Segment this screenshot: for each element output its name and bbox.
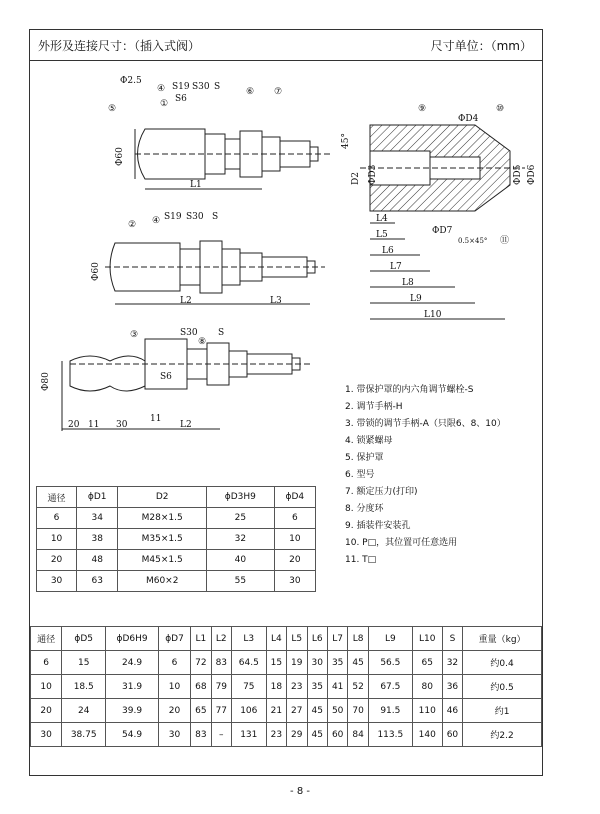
- label-l10: L10: [424, 310, 442, 320]
- table-cell: 30: [274, 571, 315, 592]
- table-cell: 20: [274, 550, 315, 571]
- table-cell: 10: [158, 675, 190, 699]
- label-l9: L9: [410, 294, 422, 304]
- table-cell: 15: [62, 651, 106, 675]
- table-row: [31, 699, 542, 723]
- table-cell: 6: [31, 651, 62, 675]
- table-cell: 110: [412, 699, 442, 723]
- table-header: ϕD5: [62, 627, 106, 651]
- table-cell: 140: [412, 723, 442, 747]
- table-row: [37, 508, 316, 529]
- table-row: [37, 550, 316, 571]
- table-cell: 40: [207, 550, 275, 571]
- table-cell: 20: [158, 699, 190, 723]
- label-c2: ②: [128, 220, 137, 230]
- table-cell: 19: [287, 651, 307, 675]
- legend-item: 10. P□，其位置可任意选用: [345, 538, 458, 548]
- legend-item: 6. 型号: [345, 470, 375, 480]
- table-cell: 36: [442, 675, 462, 699]
- drawing-valve-lock: [41, 328, 310, 431]
- table-cell: 39.9: [106, 699, 159, 723]
- table-cell: 约1: [463, 699, 542, 723]
- table-cell: 63: [77, 571, 118, 592]
- legend-item: 1. 带保护罩的内六角调节螺栓-S: [345, 385, 474, 395]
- table-header-row: [37, 487, 316, 508]
- label-l8: L8: [402, 278, 414, 288]
- table-header: L9: [368, 627, 412, 651]
- table-cell: 6: [158, 651, 190, 675]
- legend-item: 5. 保护罩: [345, 453, 384, 463]
- table-cell: 54.9: [106, 723, 159, 747]
- legend-item: 2. 调节手柄-H: [345, 402, 403, 412]
- table-header: 通径: [31, 627, 62, 651]
- label-s30-c: S30: [180, 328, 198, 338]
- table-header: ϕD4: [274, 487, 315, 508]
- label-c1: ①: [160, 99, 169, 109]
- table-cell: 约0.4: [463, 651, 542, 675]
- label-45deg: 45°: [341, 133, 351, 149]
- label-l2: L2: [180, 296, 192, 306]
- table-cell: 31.9: [106, 675, 159, 699]
- table-cell: 41: [327, 675, 347, 699]
- table-cell: M35×1.5: [118, 529, 207, 550]
- table-header: L1: [191, 627, 211, 651]
- label-c4: ④: [157, 84, 166, 94]
- label-d2: D2: [351, 172, 361, 185]
- parts-legend: [345, 382, 506, 569]
- label-c8: ⑧: [198, 337, 207, 347]
- table-cell: M28×1.5: [118, 508, 207, 529]
- table-row: [37, 571, 316, 592]
- table-cell: 30: [31, 723, 62, 747]
- label-c5: ⑤: [108, 104, 117, 114]
- label-c9: ⑨: [418, 104, 427, 114]
- table-cell: 18.5: [62, 675, 106, 699]
- label-l5: L5: [376, 230, 388, 240]
- table-header: ϕD6H9: [106, 627, 159, 651]
- label-s-b: S: [212, 212, 219, 222]
- table-cell: 30: [307, 651, 327, 675]
- table-cell: 32: [207, 529, 275, 550]
- label-l6: L6: [382, 246, 394, 256]
- label-l7: L7: [390, 262, 402, 272]
- label-c6: ⑥: [246, 87, 255, 97]
- table-cell: 83: [191, 723, 211, 747]
- table-cell: 75: [232, 675, 267, 699]
- label-phid5: ΦD5: [513, 164, 523, 185]
- table-cell: 84: [348, 723, 368, 747]
- label-l3: L3: [270, 296, 282, 306]
- table-cell: 65: [412, 651, 442, 675]
- table-cell: 27: [287, 699, 307, 723]
- table-cell: 91.5: [368, 699, 412, 723]
- table-cell: 21: [266, 699, 286, 723]
- table-header: 通径: [37, 487, 77, 508]
- legend-item: 11. T□: [345, 555, 377, 565]
- table-cell: 35: [327, 651, 347, 675]
- table-cell: 约0.5: [463, 675, 542, 699]
- table-header: L2: [211, 627, 231, 651]
- label-11-a: 11: [88, 420, 100, 430]
- table-cell: 50: [327, 699, 347, 723]
- table-cell: 38: [77, 529, 118, 550]
- table-cell: 30: [37, 571, 77, 592]
- drawing-valve-handle: [91, 212, 325, 306]
- table-cell: 60: [442, 723, 462, 747]
- legend-item: 8. 分度环: [345, 504, 384, 514]
- drawing-valve-cap: [108, 76, 330, 190]
- table-cell: 29: [287, 723, 307, 747]
- table-cell: 10: [274, 529, 315, 550]
- table-cell: 20: [37, 550, 77, 571]
- label-phi60-b: Φ60: [91, 262, 101, 281]
- table-cell: 23: [266, 723, 286, 747]
- table-cell: 64.5: [232, 651, 267, 675]
- dimension-table-2: [30, 626, 542, 747]
- table-cell: 77: [211, 699, 231, 723]
- table-cell: 106: [232, 699, 267, 723]
- label-chamfer: 0.5×45°: [458, 237, 488, 245]
- label-phi80: Φ80: [41, 372, 51, 391]
- table-cell: 56.5: [368, 651, 412, 675]
- table-header: ϕD1: [77, 487, 118, 508]
- table-cell: 25: [207, 508, 275, 529]
- table-cell: 20: [31, 699, 62, 723]
- table-cell: –: [211, 723, 231, 747]
- table-cell: 35: [307, 675, 327, 699]
- label-s30-b: S30: [186, 212, 204, 222]
- legend-item: 4. 锁紧螺母: [345, 436, 393, 446]
- label-phid7: ΦD7: [432, 226, 453, 236]
- table-cell: 52: [348, 675, 368, 699]
- table-header: ϕD7: [158, 627, 190, 651]
- table-header: 重量（kg）: [463, 627, 542, 651]
- label-s19: S19: [172, 82, 190, 92]
- label-s6-c: S6: [160, 372, 172, 382]
- table-header: L10: [412, 627, 442, 651]
- dimension-table-1: [36, 486, 316, 592]
- table-header: L6: [307, 627, 327, 651]
- label-s30: S30: [192, 82, 210, 92]
- table-cell: 46: [442, 699, 462, 723]
- header-bar: [30, 30, 542, 61]
- table-cell: 15: [266, 651, 286, 675]
- page-frame: [29, 29, 543, 776]
- table-header: L4: [266, 627, 286, 651]
- table-header: D2: [118, 487, 207, 508]
- table-cell: 10: [37, 529, 77, 550]
- table-cell: 45: [307, 723, 327, 747]
- unit-label: 尺寸单位：（mm）: [430, 39, 532, 53]
- table-cell: 24: [62, 699, 106, 723]
- table-cell: 55: [207, 571, 275, 592]
- table-cell: 113.5: [368, 723, 412, 747]
- label-phid4: ΦD4: [458, 114, 479, 124]
- label-s19-b: S19: [164, 212, 182, 222]
- label-c10: ⑩: [496, 104, 505, 114]
- table-cell: 67.5: [368, 675, 412, 699]
- legend-item: 9. 插装件安装孔: [345, 521, 411, 531]
- table-cell: 68: [191, 675, 211, 699]
- label-20: 20: [68, 420, 80, 430]
- label-c4-b: ④: [152, 216, 161, 226]
- label-s6: S6: [175, 94, 187, 104]
- page-title: 外形及连接尺寸：（插入式阀）: [38, 39, 201, 53]
- label-l4: L4: [376, 214, 388, 224]
- table-cell: 45: [307, 699, 327, 723]
- table-cell: 10: [31, 675, 62, 699]
- table-cell: 80: [412, 675, 442, 699]
- table1-body: [37, 508, 316, 592]
- label-l2-c: L2: [180, 420, 192, 430]
- label-c3: ③: [130, 330, 139, 340]
- table-cell: M60×2: [118, 571, 207, 592]
- table-cell: 83: [211, 651, 231, 675]
- table-cell: 24.9: [106, 651, 159, 675]
- label-l1: L1: [190, 180, 202, 190]
- table-header-row: [31, 627, 542, 651]
- table-header: S: [442, 627, 462, 651]
- table-header: L8: [348, 627, 368, 651]
- table-header: L5: [287, 627, 307, 651]
- label-phi2-5: Φ2.5: [120, 76, 142, 86]
- table-row: [31, 723, 542, 747]
- table-row: [37, 529, 316, 550]
- label-phid3: ΦD3: [368, 164, 378, 185]
- table-cell: 6: [274, 508, 315, 529]
- table-cell: 45: [348, 651, 368, 675]
- table-cell: 65: [191, 699, 211, 723]
- label-s: S: [214, 82, 221, 92]
- label-phi60-a: Φ60: [115, 147, 125, 166]
- table-row: [31, 675, 542, 699]
- label-phid6: ΦD6: [527, 164, 537, 185]
- label-c11: ⑪: [500, 236, 510, 246]
- table-cell: 6: [37, 508, 77, 529]
- drawing-cavity-section: [341, 104, 537, 320]
- label-s-c: S: [218, 328, 225, 338]
- table-cell: 32: [442, 651, 462, 675]
- table-header: L7: [327, 627, 347, 651]
- table2-body: [31, 651, 542, 747]
- table-cell: 38.75: [62, 723, 106, 747]
- table-cell: 约2.2: [463, 723, 542, 747]
- legend-item: 7. 额定压力(打印): [345, 487, 418, 497]
- table-header: L3: [232, 627, 267, 651]
- table-cell: 79: [211, 675, 231, 699]
- table-cell: 30: [158, 723, 190, 747]
- table-cell: 34: [77, 508, 118, 529]
- table-cell: 131: [232, 723, 267, 747]
- table-cell: 23: [287, 675, 307, 699]
- label-30: 30: [116, 420, 128, 430]
- table-cell: 18: [266, 675, 286, 699]
- page-number: - 8 -: [290, 786, 310, 797]
- label-11-b: 11: [150, 414, 162, 424]
- table-cell: 60: [327, 723, 347, 747]
- table-cell: 70: [348, 699, 368, 723]
- legend-item: 3. 带锁的调节手柄-A（只限6、8、10）: [345, 419, 506, 429]
- table-cell: 72: [191, 651, 211, 675]
- table-header: ϕD3H9: [207, 487, 275, 508]
- table-cell: M45×1.5: [118, 550, 207, 571]
- label-c7: ⑦: [274, 87, 283, 97]
- table-cell: 48: [77, 550, 118, 571]
- table-row: [31, 651, 542, 675]
